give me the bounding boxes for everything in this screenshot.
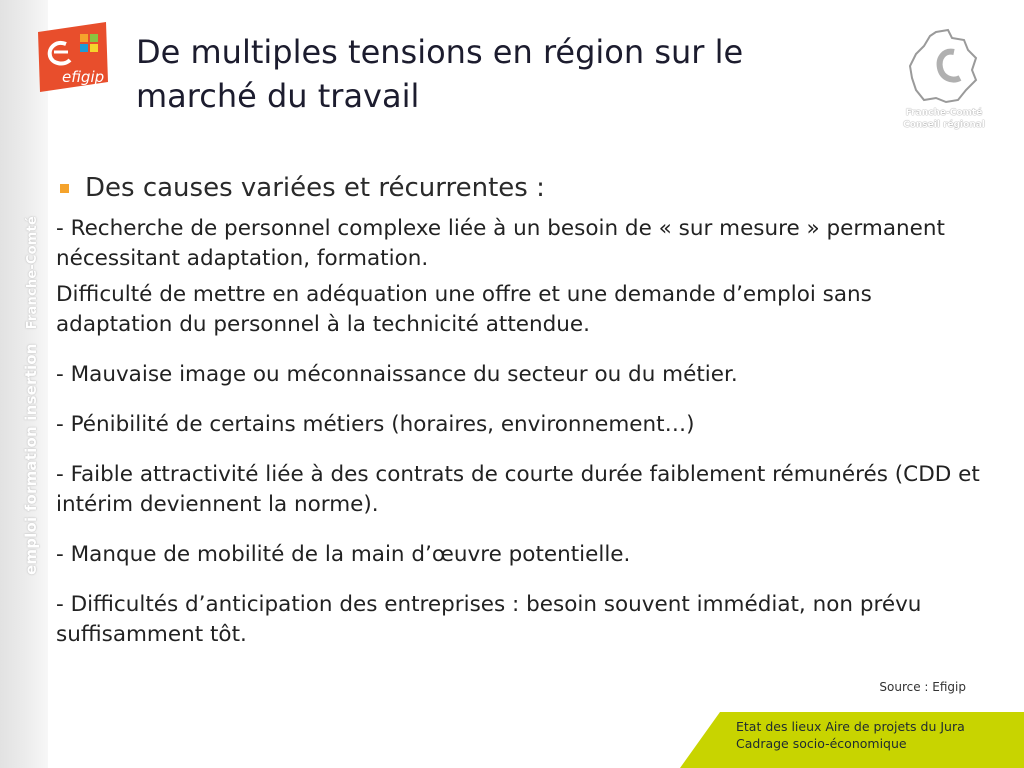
fc-logo-line1: Franche-Comté — [905, 108, 983, 118]
paragraph-1: - Recherche de personnel complexe liée à un besoin de « sur mesure » permanent nécessitant adaptation, formation. — [56, 216, 945, 271]
slide-content — [56, 170, 986, 650]
bullet-square-icon — [60, 184, 69, 193]
sidebar-tagline: emploi formation insertion — [22, 343, 40, 575]
efigip-logo — [36, 22, 112, 92]
footer-text — [736, 718, 1016, 752]
source-note: Source : Efigip — [879, 680, 966, 694]
paragraph-2: Difficulté de mettre en adéquation une offre et une demande d’emploi sans adaptation du personnel à la technicité attendue. — [56, 282, 872, 337]
section-heading — [56, 170, 986, 206]
slide-title: De multiples tensions en région sur le marché du travail — [136, 33, 744, 115]
paragraph-6: - Manque de mobilité de la main d’œuvre potentielle. — [56, 542, 631, 567]
footer-line1: Etat des lieux Aire de projets du Jura — [736, 719, 965, 734]
paragraph-4: - Pénibilité de certains métiers (horaires, environnement…) — [56, 412, 695, 437]
paragraph-5: - Faible attractivité liée à des contrats de courte durée faiblement rémunérés (CDD et intérim deviennent la norme). — [56, 462, 980, 517]
paragraph-7: - Difficultés d’anticipation des entreprises : besoin souvent immédiat, non prévu suffisamment tôt. — [56, 592, 922, 647]
section-heading-text: Des causes variées et récurrentes : — [85, 173, 545, 203]
paragraph-3: - Mauvaise image ou méconnaissance du secteur ou du métier. — [56, 362, 738, 387]
efigip-logo-text: efigip — [62, 68, 105, 86]
footer-line2: Cadrage socio-économique — [736, 736, 907, 751]
franche-comte-logo — [896, 28, 992, 132]
fc-logo-line2: Conseil régional — [903, 120, 985, 130]
sidebar-vertical-text — [22, 216, 40, 575]
sidebar-region: Franche-Comté — [25, 216, 40, 330]
